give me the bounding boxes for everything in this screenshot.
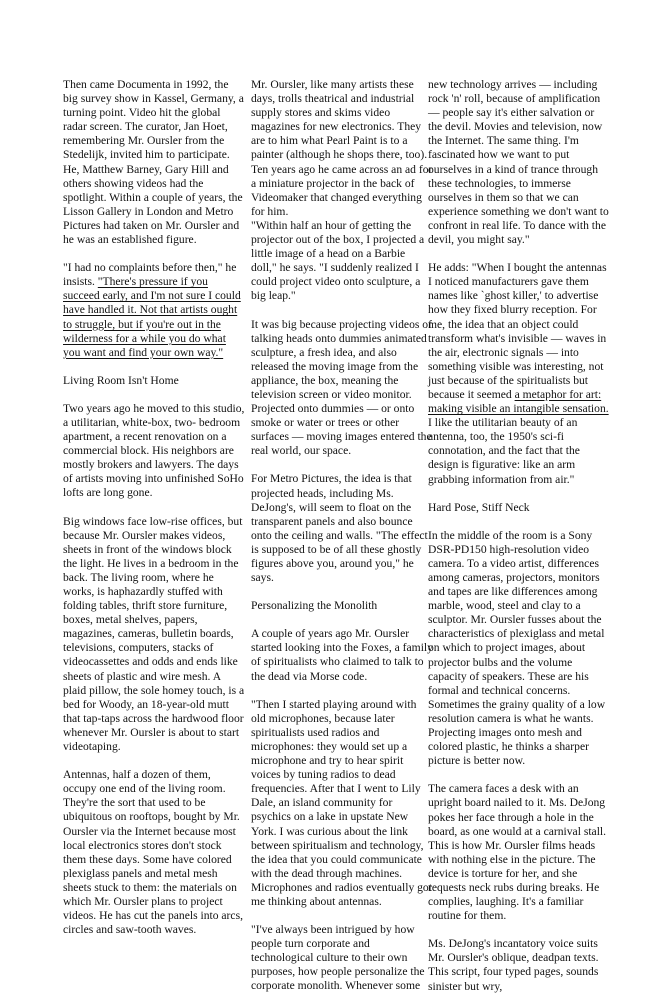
paragraph: A couple of years ago Mr. Oursler started looking into the Foxes, a family of spiritualists who claimed to talk to the dead via Morse code. [251, 627, 433, 683]
text-run: "I had no complaints before then," he insists. [63, 261, 237, 289]
paragraph [63, 261, 245, 360]
section-heading: Hard Pose, Stiff Neck [428, 500, 530, 514]
paragraph: It was big because projecting videos of talking heads onto dummies animated sculpture, a fresh idea, and also released the moving image from the appliance, the box, meaning the television screen or video monitor. Projected onto dummies — or onto smoke or water or trees or other surfaces — moving images entered the real world, our space. [251, 317, 432, 458]
column-1 [63, 78, 245, 951]
paragraph: For Metro Pictures, the idea is that projected heads, including Ms. DeJong's, will seem to float on the transparent panels and also bounce onto the ceiling and walls. "The effect is supposed to be of all these ghostly figures above you, around you," he says. [251, 472, 428, 585]
underlined-text: "There's pressure if you succeed early, and I'm not sure I could have handled it. Not that artists ought to struggle, but if you're out in the wilderness for a while you do what you want and find your own way." [63, 275, 241, 359]
column-2 [251, 78, 433, 1008]
paragraph: Then came Documenta in 1992, the big survey show in Kassel, Germany, a turning point. Video hit the global radar screen. The curator, Jan Hoet, remembering Mr. Oursler from the Stedelijk, invited him to participate. He, Matthew Barney, Gary Hill and others showing videos had the spotlight. Within a couple of years, the Lisson Gallery in London and Metro Pictures had taken on Mr. Oursler and he was an established figure. [63, 78, 244, 247]
section-heading: Living Room Isn't Home [63, 373, 179, 387]
text-run: He adds: "When I bought the antennas I noticed manufacturers gave them names like `ghost killer,' to advertise how they fixed blurry reception. For me, the idea that an object could transform what's invisible — waves in the air, electronic signals — into something visible was interesting, not just because of the spiritualists but because it seemed [428, 261, 607, 401]
paragraph: Ms. DeJong's incantatory voice suits Mr. Oursler's oblique, deadpan texts. This script, four typed pages, sounds sinister but wry, [428, 937, 599, 993]
paragraph: "I've always been intrigued by how people turn corporate and technological culture to their own purposes, how people personalize the corporate monolith. Whenever some [251, 923, 425, 993]
paragraph: "Then I started playing around with old microphones, because later spiritualists used radios and microphones: they would set up a microphone and try to hear spirit voices by tuning radios to dead frequencies. After that I went to Lily Dale, an island community for psychics on a lake in upstate New York. I was curious about the link between spiritualism and technology, the idea that you could communicate with the dead through machines. Microphones and radios eventually got me thinking about antennas. [251, 697, 432, 908]
paragraph: Two years ago he moved to this studio, a utilitarian, white-box, two- bedroom apartment, a recent renovation on a commercial block. His neighbors are mostly brokers and lawyers. The days of artists moving into unfinished SoHo lofts are long gone. [63, 401, 245, 500]
text-run: I like the utilitarian beauty of an antenna, too, the 1950's sci-fi connotation, and the fact that the design is figurative: like an arm grabbing information from air." [428, 416, 580, 486]
paragraph: The camera faces a desk with an upright board nailed to it. Ms. DeJong pokes her face through a hole in the board, as one would at a carnival stall. This is how Mr. Oursler films heads with nothing else in the picture. The device is torture for her, and she requests neck rubs during breaks. He complies, laughing. It's a familiar routine for them. [428, 782, 607, 923]
column-3 [428, 78, 610, 1008]
paragraph: In the middle of the room is a Sony DSR-PD150 high-resolution video camera. To a video artist, differences among cameras, projectors, monitors and tapes are like differences among marble, wood, steel and clay to a sculptor. Mr. Oursler fusses about the characteristics of plexiglass and metal on which to project images, about projector bulbs and the volume capacity of speakers. These are his formal and technical concerns. Sometimes the grainy quality of a low resolution camera is what he wants. Projecting images onto mesh and colored plastic, he thinks a sharper picture is better now. [428, 528, 606, 768]
paragraph [428, 261, 610, 487]
paragraph: "Within half an hour of getting the projector out of the box, I projected a little image of a head on a Barbie doll," he says. "I suddenly realized I could project video onto sculpture, a big leap." [251, 218, 425, 303]
paragraph: Antennas, half a dozen of them, occupy one end of the living room. They're the sort that used to be ubiquitous on rooftops, bought by Mr. Oursler via the Internet because most local electronics stores don't stock them these days. Some have colored plexiglass panels and metal mesh sheets stuck to them: the materials on which Mr. Oursler plans to project videos. He has cut the panels into arcs, circles and saw-tooth waves. [63, 768, 243, 937]
paragraph: Mr. Oursler, like many artists these days, trolls theatrical and industrial supply stores and skims video magazines for new electronics. They are to him what Pearl Paint is to a painter (although he shops there, too). Ten years ago he came across an ad for a miniature projector in the back of Videomaker that changed everything for him. [251, 78, 433, 218]
paragraph: new technology arrives — including rock 'n' roll, because of amplification — people say it's either salvation or the devil. Movies and television, now the Internet. The same thing. I'm fascinated how we want to put ourselves in a kind of trance through these technologies, to immerse ourselves in them so that we can experience something we don't want to confront in real life. To dance with the devil, you might say." [428, 78, 609, 247]
paragraph: Big windows face low-rise offices, but because Mr. Oursler makes videos, sheets in front of the windows block the light. He lives in a bedroom in the back. The living room, where he works, is haphazardly stuffed with folding tables, thrift store furniture, boxes, metal shelves, papers, magazines, cameras, bulletin boards, televisions, computers, stacks of videocassettes and odds and ends like sheets of plastic and wire mesh. A plaid pillow, the sole homey touch, is a bed for Woody, an 18-year-old mutt that tap-taps across the hardwood floor whenever Mr. Oursler is about to start videotaping. [63, 514, 245, 754]
section-heading: Personalizing the Monolith [251, 599, 378, 613]
underlined-text: a metaphor for art: making visible an intangible sensation. [428, 387, 609, 416]
